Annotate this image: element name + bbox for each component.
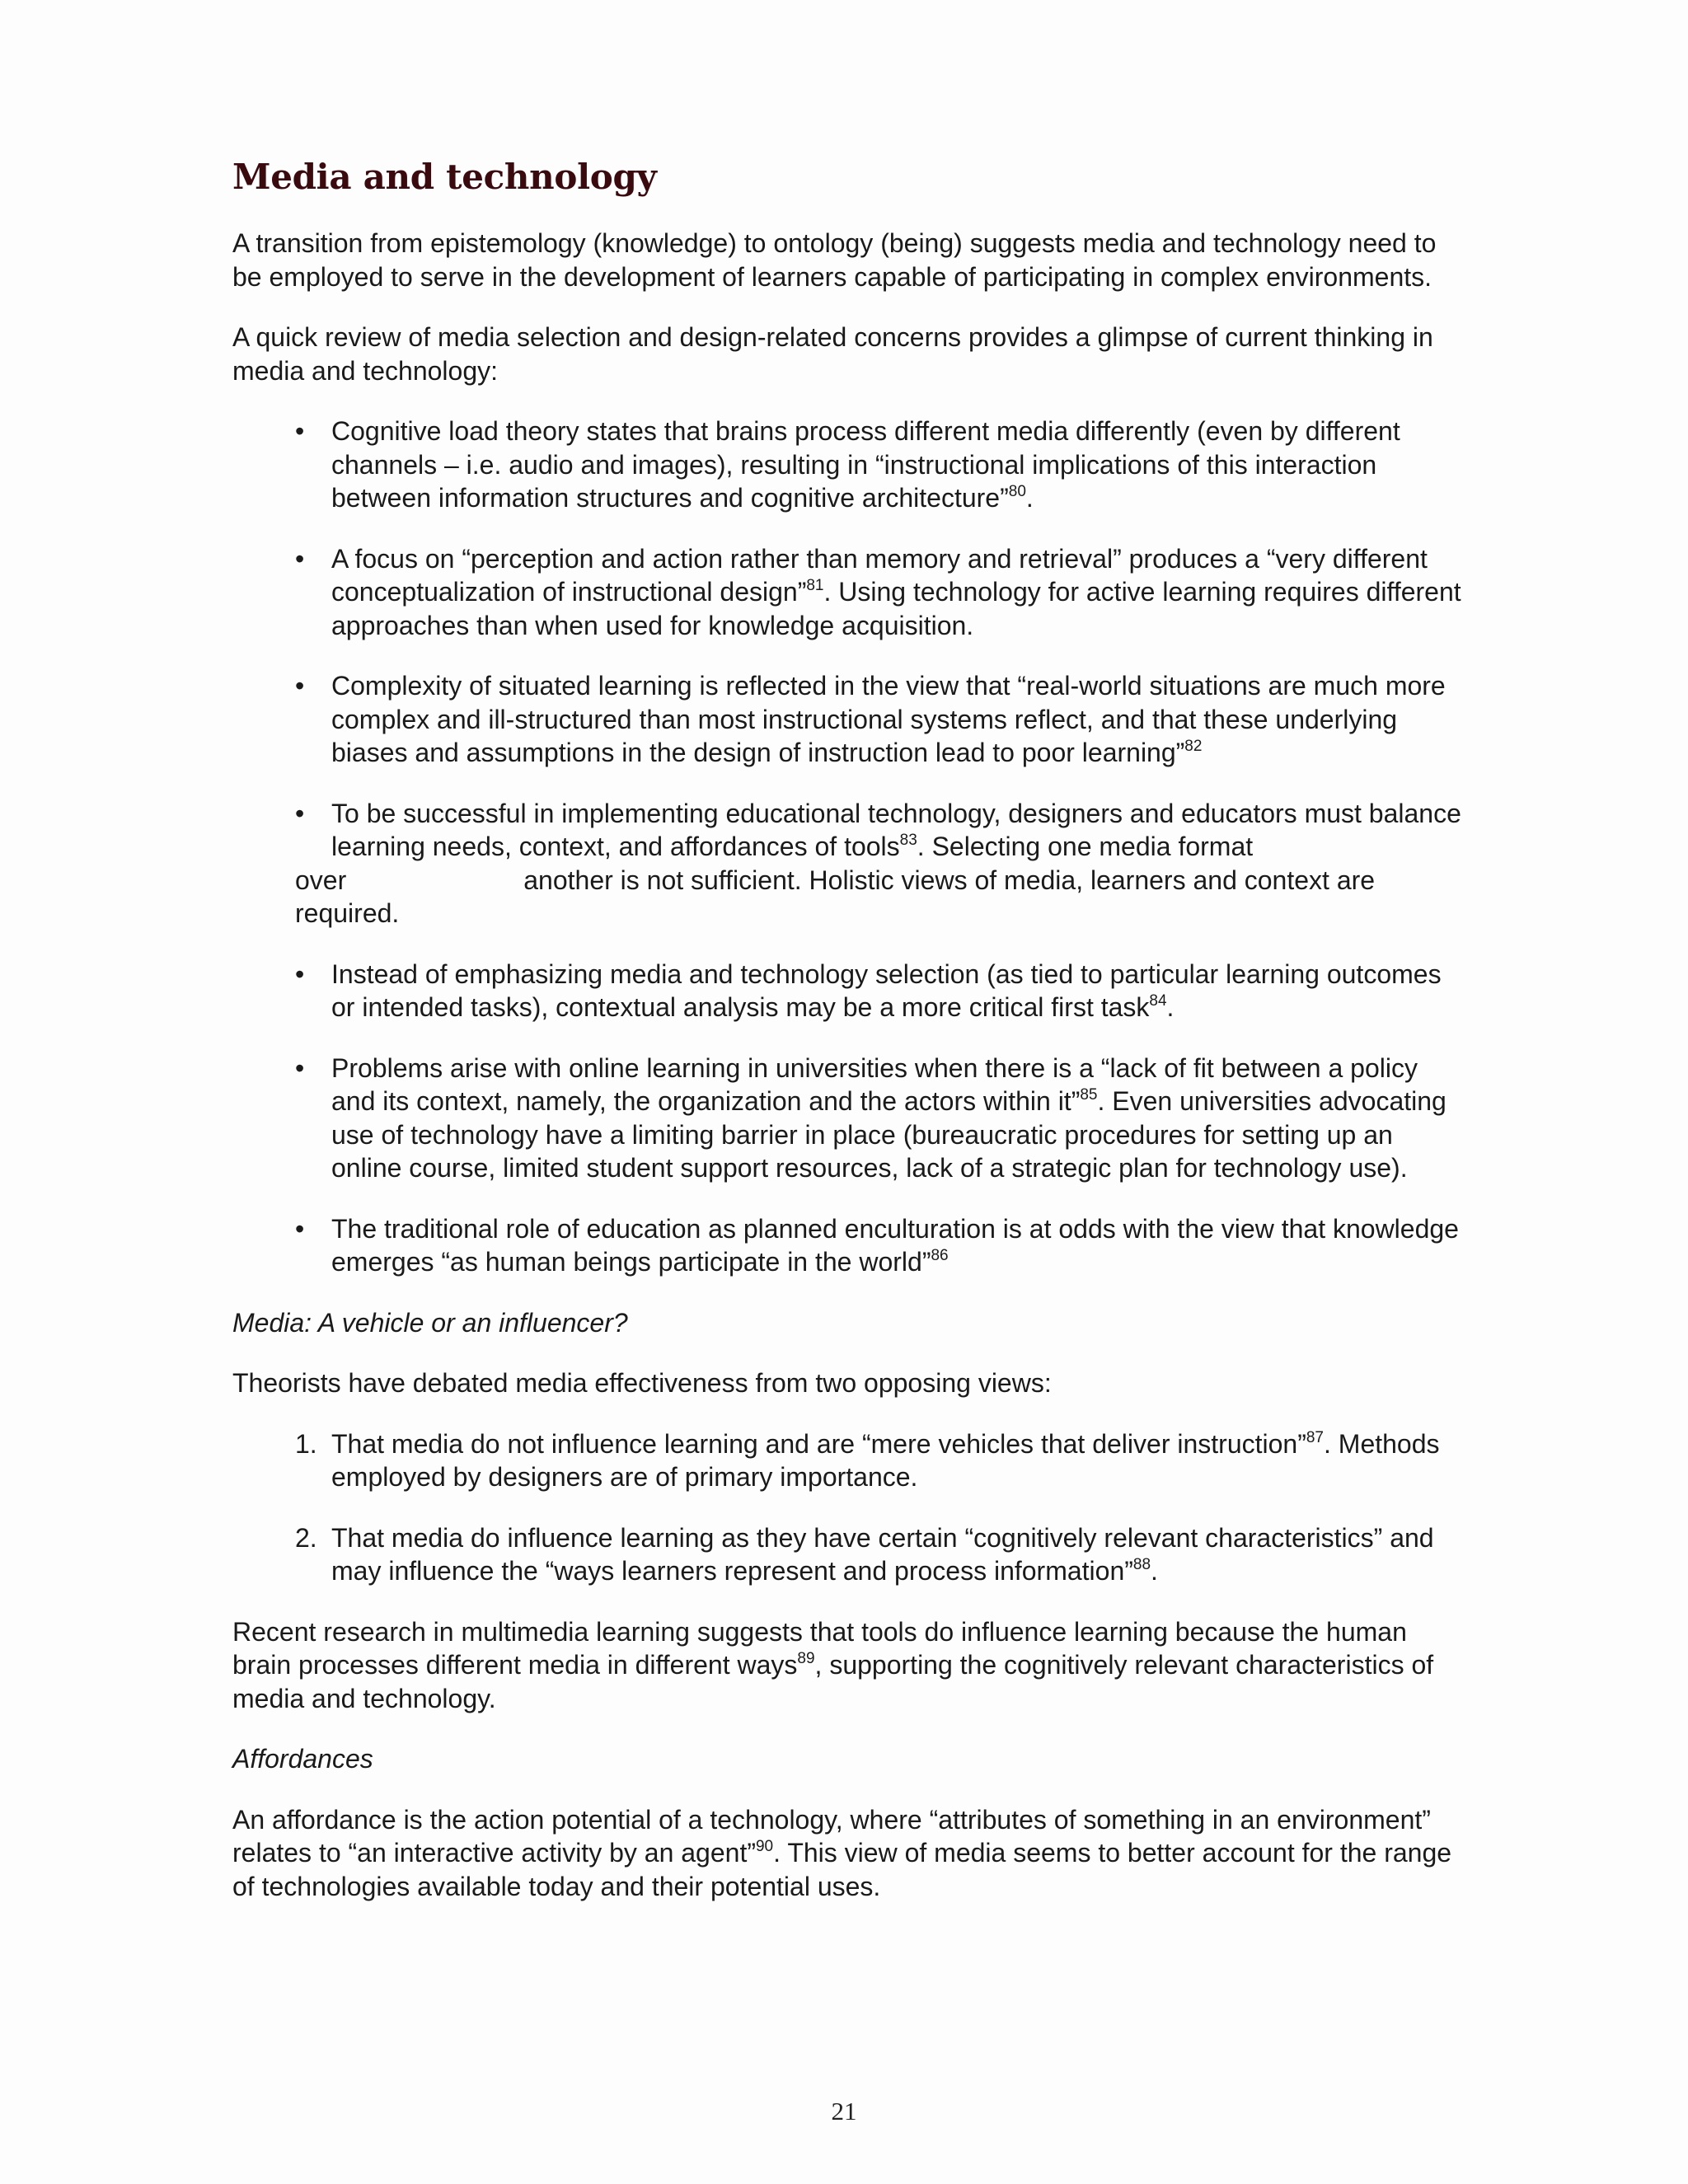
bullet-item: • The traditional role of education as planned enculturation is at odds with the view that knowledge emerges “as human beings participate in the world”$^{86}$ — [295, 1213, 1459, 1277]
subheading-affordances: Affordances — [232, 1744, 373, 1774]
footnote-ref: 83 — [899, 832, 917, 849]
list-number: 2. — [295, 1522, 317, 1553]
footnote-ref: 85 — [1080, 1086, 1098, 1104]
bullet-item: • Complexity of situated learning is reflected in the view that “real-world situations are much more complex and ill-structured than most instructional systems reflect, and that these underlying biases and assumptions in the design of instruction lead to poor learning”$^{82}$ — [295, 671, 1446, 767]
footnote-ref: 89 — [797, 1650, 815, 1667]
research-paragraph: Recent research in multimedia learning suggests that tools do influence learning because the human brain processes different media in different ways$^{89}$, supporting the cognitively relevant characteristics of media and technology. — [232, 1616, 1434, 1713]
bullet-item: • To be successful in implementing educational technology, designers and educators must balance learning needs, context, and affordances of tools$^{83}$. Selecting one media format over another is not sufficient. Holistic views of media, learners and context are required. — [295, 798, 1461, 928]
footnote-ref: 88 — [1132, 1556, 1151, 1573]
footnote-ref: 80 — [1008, 483, 1026, 500]
bullet-item: • Problems arise with online learning in universities when there is a “lack of fit between a policy and its context, namely, the organization and the actors within it”$^{85}$. Even universities advocating use of technology have a limiting barrier in place (bureaucratic procedures for setting up an online course, limited student support resources, lack of a strategic plan for technology use). — [295, 1052, 1447, 1183]
list-number: 1. — [295, 1428, 317, 1459]
footnote-ref: 82 — [1184, 738, 1203, 755]
views-numbered-list — [232, 1427, 1469, 1588]
bullet-item: • Cognitive load theory states that brains process different media differently (even by different channels – i.e. audio and images), resulting in “instructional implications of this interaction between information structures and cognitive architecture”$^{80}$. — [295, 416, 1400, 513]
bullet-item: • A focus on “perception and action rather than memory and retrieval” produces a “very different conceptualization of instructional design”$^{81}$. Using technology for active learning requires different approaches than when used for knowledge acquisition. — [295, 543, 1461, 640]
numbered-item: 1. That media do not influence learning and are “mere vehicles that deliver instruction”$^{87}$. Methods employed by designers are of primary importance. — [295, 1428, 1440, 1492]
bullet-icon: • — [295, 416, 305, 446]
footnote-ref: 84 — [1149, 992, 1167, 1010]
bullet-icon: • — [295, 1213, 305, 1244]
bullet-item: • Instead of emphasizing media and technology selection (as tied to particular learning outcomes or intended tasks), contextual analysis may be a more critical first task$^{84}$. — [295, 958, 1442, 1022]
affordance-paragraph: An affordance is the action potential of a technology, where “attributes of something in an environment” relates to “an interactive activity by an agent”$^{90}$. This view of media seems to better account for the range of technologies available today and their potential uses. — [232, 1804, 1452, 1901]
footnote-ref: 81 — [806, 577, 824, 594]
debate-intro: Theorists have debated media effectiveness from two opposing views: — [232, 1368, 1052, 1398]
subheading-media-vehicle: Media: A vehicle or an influencer? — [232, 1307, 628, 1338]
bullet-icon: • — [295, 1052, 305, 1083]
footnote-ref: 90 — [755, 1838, 774, 1855]
section-heading: Media and technology — [232, 157, 657, 197]
bullet-icon: • — [295, 671, 305, 701]
bullet-icon: • — [295, 958, 305, 989]
footnote-ref: 86 — [931, 1247, 949, 1264]
bullet-icon: • — [295, 543, 305, 574]
concerns-bullet-list — [232, 415, 1469, 1279]
intro-paragraph-2: A quick review of media selection and design-related concerns provides a glimpse of current thinking in media and technology: — [232, 322, 1433, 386]
intro-paragraph-1: A transition from epistemology (knowledge) to ontology (being) suggests media and technology need to be employed to serve in the development of learners capable of participating in complex environments. — [232, 228, 1437, 292]
numbered-item: 2. That media do influence learning as they have certain “cognitively relevant characteristics” and may influence the “ways learners represent and process information”$^{88}$. — [295, 1522, 1434, 1586]
page-number: 21 — [831, 2097, 857, 2125]
footnote-ref: 87 — [1306, 1428, 1324, 1446]
page-content — [232, 157, 1469, 1930]
bullet-icon: • — [295, 798, 305, 828]
misaligned-line: over another is not sufficient. Holistic views of media, learners and context are — [295, 865, 1376, 895]
